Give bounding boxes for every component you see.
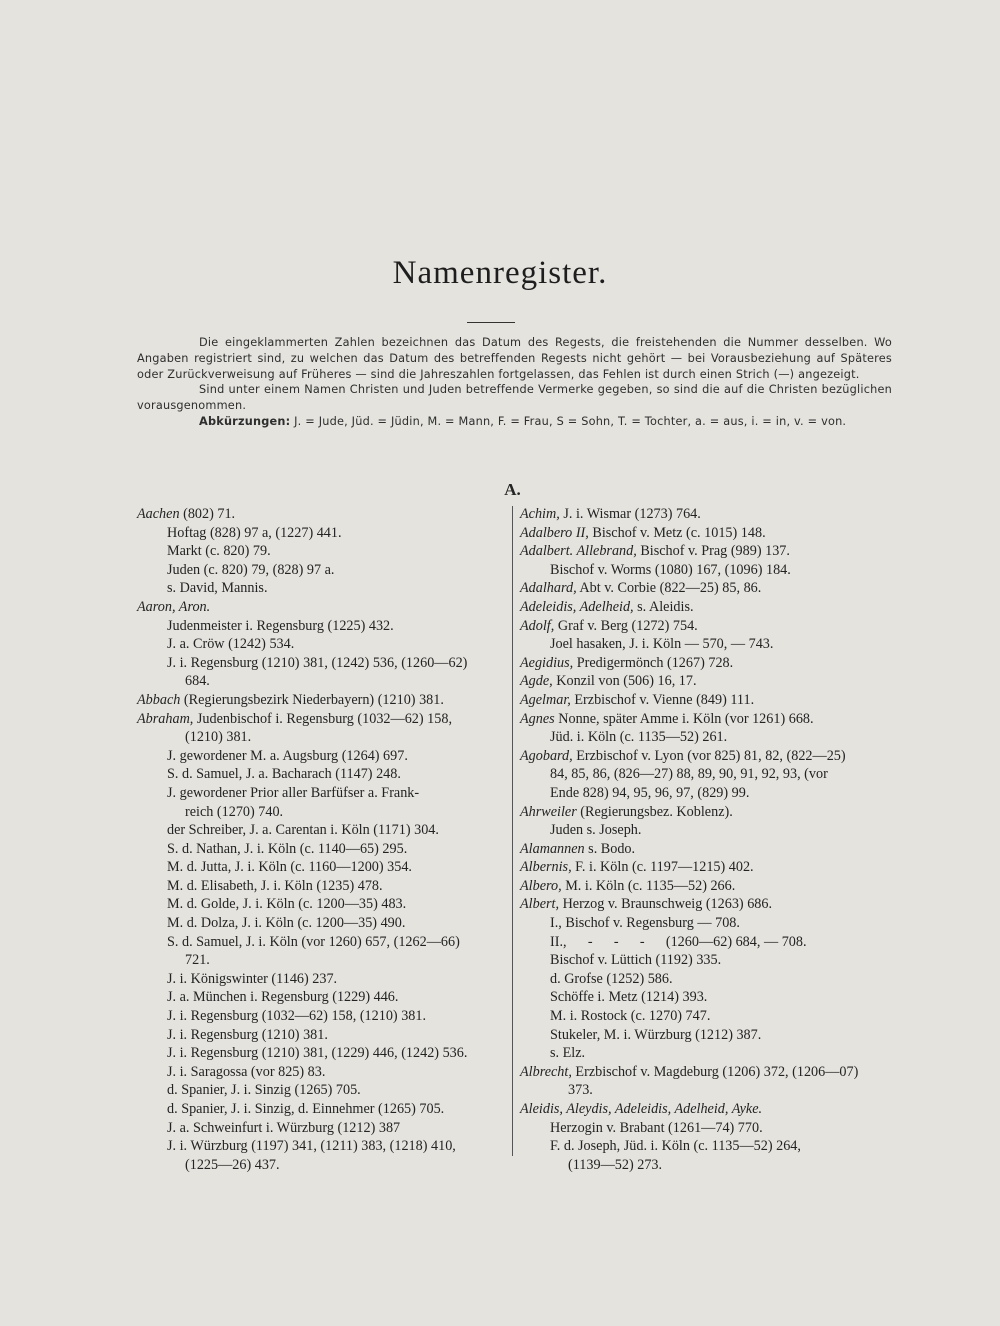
register-text: Joel hasaken, J. i. Köln — 570, — 743. xyxy=(550,636,774,653)
register-text: M. d. Jutta, J. i. Köln (c. 1160—1200) 354. xyxy=(167,859,412,876)
register-headword: Alamannen xyxy=(520,840,585,857)
register-headword: Adalbert. Allebrand, xyxy=(520,543,637,560)
register-text: Judenbischof i. Regensburg (1032—62) 158, xyxy=(193,710,452,727)
register-text: Erzbischof v. Vienne (849) 111. xyxy=(570,691,755,708)
title-rule xyxy=(467,322,515,323)
register-headword: Agelmar, xyxy=(520,691,571,708)
register-headword: Aleidis, Aleydis, Adeleidis, Adelheid, Ayke. xyxy=(520,1101,763,1117)
register-line xyxy=(520,747,900,766)
intro-text xyxy=(137,335,892,430)
register-line xyxy=(520,1119,900,1138)
register-line xyxy=(137,1100,515,1119)
register-text: J. i. Saragossa (vor 825) 83. xyxy=(167,1063,326,1080)
register-headword: Albrecht, xyxy=(520,1063,572,1080)
register-line xyxy=(520,728,900,747)
register-text: J. a. München i. Regensburg (1229) 446. xyxy=(167,989,399,1006)
register-text: J. i. Regensburg (1210) 381. xyxy=(167,1026,328,1043)
register-line xyxy=(137,784,515,803)
register-text: Jüd. i. Köln (c. 1135—52) 261. xyxy=(550,729,728,746)
register-line xyxy=(520,672,900,691)
register-text: Schöffe i. Metz (1214) 393. xyxy=(550,989,708,1006)
register-line xyxy=(520,988,900,1007)
register-headword: Ahrweiler xyxy=(520,803,577,820)
register-line xyxy=(520,914,900,933)
register-text: reich (1270) 740. xyxy=(185,803,284,820)
register-text: J. i. Regensburg (1210) 381, (1242) 536, (1260—62) xyxy=(167,654,468,671)
register-text: Stukeler, M. i. Würzburg (1212) 387. xyxy=(550,1026,762,1043)
register-line xyxy=(137,747,515,766)
register-line xyxy=(137,914,515,933)
register-line xyxy=(137,635,515,654)
intro-paragraph-1: Die eingeklammerten Zahlen bezeichnen das Datum des Regests, die freistehenden die Nummer desselben. Wo Angaben registriert sind, zu welchen das Datum des betreffenden Regests nicht gehört — bei Vorausbeziehung auf Späteres oder Zurückverweisung auf Früheres — sind die Jahreszahlen fortgelassen, das Fehlen ist durch einen Strich (—) angezeigt. xyxy=(137,336,892,381)
register-headword: Agde, xyxy=(520,673,553,690)
register-text: Herzog v. Braunschweig (1263) 686. xyxy=(559,896,773,913)
page-title: Namenregister. xyxy=(392,255,608,291)
register-text: d. Spanier, J. i. Sinzig (1265) 705. xyxy=(167,1082,361,1099)
register-line xyxy=(520,1063,900,1082)
register-line xyxy=(520,1100,900,1119)
register-text: s. David, Mannis. xyxy=(167,580,268,597)
register-line xyxy=(520,561,900,580)
register-line xyxy=(520,635,900,654)
register-text: M. i. Rostock (c. 1270) 747. xyxy=(550,1008,711,1025)
register-line xyxy=(520,877,900,896)
register-text: J. gewordener Prior aller Barfüfser a. Frank- xyxy=(167,784,420,801)
section-letter: A. xyxy=(504,480,521,499)
register-text: Konzil von (506) 16, 17. xyxy=(552,673,697,690)
register-headword: Adalhard, xyxy=(520,580,577,597)
register-text: Erzbischof v. Magdeburg (1206) 372, (1206—07) xyxy=(571,1063,859,1080)
register-text: Herzogin v. Brabant (1261—74) 770. xyxy=(550,1119,763,1136)
register-text: 721. xyxy=(185,952,210,969)
register-line xyxy=(137,561,515,580)
register-line xyxy=(520,505,900,524)
register-line xyxy=(520,840,900,859)
register-line xyxy=(137,524,515,543)
register-column-right xyxy=(520,505,900,1174)
register-text: Graf v. Berg (1272) 754. xyxy=(554,617,698,634)
register-text: J. gewordener M. a. Augsburg (1264) 697. xyxy=(167,747,408,764)
intro-paragraph-2: Sind unter einem Namen Christen und Juden betreffende Vermerke gegeben, so sind die auf die Christen bezüglichen vorausgenommen. xyxy=(137,383,892,413)
register-line xyxy=(137,505,515,524)
register-text: J. i. Würzburg (1197) 341, (1211) 383, (1218) 410, xyxy=(167,1138,456,1155)
register-text: Judenmeister i. Regensburg (1225) 432. xyxy=(167,617,394,634)
register-text: Abt v. Corbie (822—25) 85, 86. xyxy=(576,580,762,597)
register-line xyxy=(520,1007,900,1026)
register-line xyxy=(137,803,515,822)
register-line xyxy=(137,672,515,691)
register-headword: Adalbero II, xyxy=(520,524,589,541)
register-headword: Aegidius, xyxy=(520,654,574,671)
register-line xyxy=(520,765,900,784)
register-line xyxy=(137,598,515,617)
register-line xyxy=(137,1063,515,1082)
register-line xyxy=(137,821,515,840)
register-line xyxy=(520,784,900,803)
register-text: d. Spanier, J. i. Sinzig, d. Einnehmer (1265) 705. xyxy=(167,1101,445,1117)
register-line xyxy=(137,951,515,970)
register-text: d. Grofse (1252) 586. xyxy=(550,970,673,987)
register-line xyxy=(137,765,515,784)
register-line xyxy=(520,1137,900,1156)
register-line xyxy=(520,1044,900,1063)
register-text: s. Elz. xyxy=(550,1045,586,1062)
register-line xyxy=(520,951,900,970)
register-line xyxy=(520,617,900,636)
register-headword: Agobard, xyxy=(520,747,573,764)
register-line xyxy=(520,933,900,952)
register-line xyxy=(520,710,900,729)
register-line xyxy=(137,1156,515,1175)
register-text: J. a. Cröw (1242) 534. xyxy=(167,636,295,653)
register-text: (1139—52) 273. xyxy=(568,1156,663,1173)
register-line xyxy=(520,821,900,840)
register-text: Juden s. Joseph. xyxy=(550,822,642,839)
register-text: Nonne, später Amme i. Köln (vor 1261) 668. xyxy=(554,710,814,727)
register-line xyxy=(137,1081,515,1100)
register-text: S. d. Samuel, J. a. Bacharach (1147) 248. xyxy=(167,766,401,783)
register-text: s. Bodo. xyxy=(584,840,636,857)
register-line xyxy=(137,895,515,914)
register-text: S. d. Samuel, J. i. Köln (vor 1260) 657, (1262—66) xyxy=(167,933,460,950)
register-line xyxy=(520,524,900,543)
register-text: J. i. Regensburg (1210) 381, (1229) 446, (1242) 536. xyxy=(167,1045,468,1062)
register-text: Bischof v. Metz (c. 1015) 148. xyxy=(588,524,766,541)
register-headword: Abraham, xyxy=(137,710,194,727)
register-text: J. i. Regensburg (1032—62) 158, (1210) 381. xyxy=(167,1008,427,1025)
register-text: Ende 828) 94, 95, 96, 97, (829) 99. xyxy=(550,784,750,801)
abbreviations xyxy=(137,414,892,430)
register-text: J. i. Königswinter (1146) 237. xyxy=(167,970,338,987)
register-line xyxy=(520,970,900,989)
register-text: der Schreiber, J. a. Carentan i. Köln (1171) 304. xyxy=(167,822,439,839)
register-line xyxy=(520,803,900,822)
register-line xyxy=(137,654,515,673)
register-headword: Albert, xyxy=(520,896,560,913)
register-line xyxy=(137,728,515,747)
register-column-left xyxy=(137,505,515,1174)
register-text: F. i. Köln (c. 1197—1215) 402. xyxy=(571,859,754,876)
register-text: 84, 85, 86, (826—27) 88, 89, 90, 91, 92, 93, (vor xyxy=(550,766,828,783)
register-line xyxy=(520,858,900,877)
register-line xyxy=(137,988,515,1007)
register-line xyxy=(520,1026,900,1045)
register-text: J. i. Wismar (1273) 764. xyxy=(559,506,701,522)
register-text: 373. xyxy=(568,1082,593,1099)
register-line xyxy=(137,933,515,952)
register-line xyxy=(520,1081,900,1100)
register-line xyxy=(520,579,900,598)
abbreviations-text: J. = Jude, Jüd. = Jüdin, M. = Mann, F. = Frau, S = Sohn, T. = Tochter, a. = aus, i. = in, v. = von. xyxy=(290,414,847,428)
register-text: M. d. Golde, J. i. Köln (c. 1200—35) 483. xyxy=(167,896,407,913)
register-text: M. i. Köln (c. 1135—52) 266. xyxy=(561,877,736,894)
register-line xyxy=(520,895,900,914)
register-line xyxy=(137,1119,515,1138)
register-line xyxy=(137,840,515,859)
register-line xyxy=(137,970,515,989)
register-text: Erzbischof v. Lyon (vor 825) 81, 82, (822—25) xyxy=(572,747,846,764)
register-text: Predigermönch (1267) 728. xyxy=(573,654,734,671)
register-headword: Agnes xyxy=(520,710,555,727)
register-text: s. Aleidis. xyxy=(633,598,694,615)
register-line xyxy=(137,1007,515,1026)
register-text: (802) 71. xyxy=(179,506,236,522)
register-line xyxy=(137,542,515,561)
register-text: (Regierungsbez. Koblenz). xyxy=(576,803,733,820)
register-headword: Adeleidis, Adelheid, xyxy=(520,598,634,615)
register-text: Juden (c. 820) 79, (828) 97 a. xyxy=(167,561,335,578)
register-headword: Albernis, xyxy=(520,859,572,876)
register-text: (1210) 381. xyxy=(185,729,252,746)
register-text: (1225—26) 437. xyxy=(185,1156,280,1173)
register-line xyxy=(520,654,900,673)
register-line xyxy=(520,598,900,617)
register-text: 684. xyxy=(185,673,210,690)
register-line xyxy=(137,858,515,877)
register-text: Markt (c. 820) 79. xyxy=(167,543,271,560)
register-line xyxy=(137,877,515,896)
register-text: J. a. Schweinfurt i. Würzburg (1212) 387 xyxy=(167,1119,401,1136)
register-text: F. d. Joseph, Jüd. i. Köln (c. 1135—52) 264, xyxy=(550,1138,801,1155)
register-text: Bischof v. Prag (989) 137. xyxy=(636,543,790,560)
register-line xyxy=(520,1156,900,1175)
register-line xyxy=(520,542,900,561)
register-text: Bischof v. Lüttich (1192) 335. xyxy=(550,952,722,969)
register-headword: Aachen xyxy=(137,506,180,522)
register-text: S. d. Nathan, J. i. Köln (c. 1140—65) 295. xyxy=(167,840,408,857)
register-text: (Regierungsbezirk Niederbayern) (1210) 381. xyxy=(180,691,444,708)
register-line xyxy=(137,1026,515,1045)
register-text: II., - - - (1260—62) 684, — 708. xyxy=(550,933,807,950)
register-headword: Albero, xyxy=(520,877,562,894)
register-line xyxy=(137,617,515,636)
register-line xyxy=(137,1044,515,1063)
register-line xyxy=(520,691,900,710)
register-headword: Adolf, xyxy=(520,617,555,634)
register-line xyxy=(137,579,515,598)
register-line xyxy=(137,691,515,710)
register-line xyxy=(137,1137,515,1156)
register-headword: Abbach xyxy=(137,691,181,708)
register-text: M. d. Elisabeth, J. i. Köln (1235) 478. xyxy=(167,877,383,894)
register-headword: Achim, xyxy=(520,506,560,522)
column-divider xyxy=(512,506,513,1156)
register-text: Bischof v. Worms (1080) 167, (1096) 184. xyxy=(550,561,791,578)
register-text: M. d. Dolza, J. i. Köln (c. 1200—35) 490. xyxy=(167,915,406,932)
register-line xyxy=(137,710,515,729)
register-text: I., Bischof v. Regensburg — 708. xyxy=(550,915,740,932)
register-headword: Aaron, Aron. xyxy=(137,598,211,615)
register-text: Hoftag (828) 97 a, (1227) 441. xyxy=(167,524,342,541)
abbreviations-label: Abkürzungen: xyxy=(199,414,291,428)
